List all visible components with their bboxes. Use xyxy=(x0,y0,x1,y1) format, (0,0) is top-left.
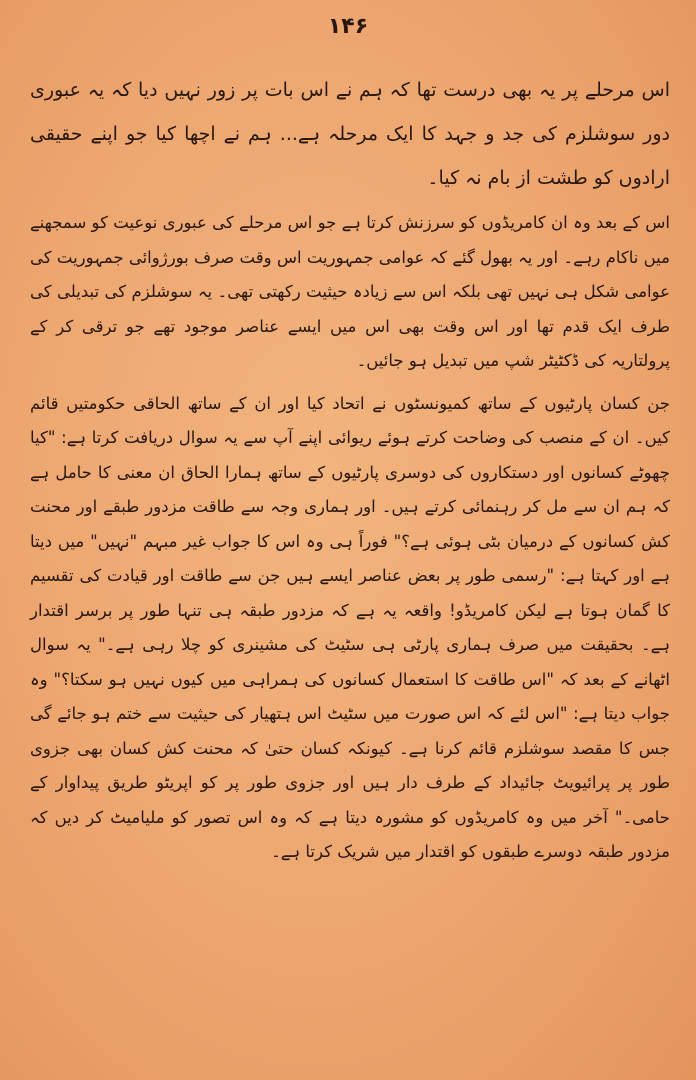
page-body xyxy=(30,68,670,870)
paragraph-quote-ending: اس مرحلے پر یہ بھی درست تھا کہ ہم نے اس بات پر زور نہیں دیا کہ یہ عبوری دور سوشلزم کی جد و جہد کا ایک مرحلہ ہے... ہم نے اچھا کیا جو اپنے حقیقی ارادوں کو طشت از بام نہ کیا۔ xyxy=(30,79,670,189)
paragraph-comrades-rebuke: اس کے بعد وہ ان کامریڈوں کو سرزنش کرتا ہے جو اس مرحلے کی عبوری نوعیت کو سمجھنے میں ناکام رہے۔ اور یہ بھول گئے کہ عوامی جمہوریت اس وقت صرف بورژوائی جمہوریت کی عوامی شکل ہی نہیں تھی بلکہ اس سے زیادہ حیثیت رکھتی تھی۔ یہ سوشلزم کی تبدیلی کی طرف ایک قدم تھا اور اس وقت بھی اس میں ایسے عناصر موجود تھے جو ترقی کر کے پرولتاریہ کی ڈکٹیٹر شپ میں تبدیل ہو جائیں۔ xyxy=(30,213,670,370)
paragraph-peasant-parties: جن کسان پارٹیوں کے ساتھ کمیونسٹوں نے اتحاد کیا اور ان کے ساتھ الحاقی حکومتیں قائم کیں۔ ان کے منصب کی وضاحت کرتے ہوئے ریوائی اپنے آپ سے یہ سوال دریافت کرتا ہے: "کیا چھوٹے کسانوں اور دستکاروں کی دوسری پارٹیوں کے ساتھ ہمارا الحاق ان معنی کا حامل ہے کہ ہم ان سے مل کر رہنمائی کرتے ہیں۔ اور ہماری وجہ سے طاقت مزدور طبقے اور محنت کش کسانوں کے درمیان بٹی ہوئی ہے؟" فوراً ہی وہ اس کا جواب غیر مبہم "نہیں" میں دیتا ہے اور کہتا ہے: "رسمی طور پر بعض عناصر ایسے ہیں جن سے طاقت اور قیادت کی تقسیم کا گمان ہوتا ہے لیکن کامریڈو! واقعہ یہ ہے کہ مزدور طبقہ ہی تنہا طور پر برسر اقتدار ہے۔ بحقیقت میں صرف ہماری پارٹی ہی سٹیٹ کی مشینری کو چلا رہی ہے۔" یہ سوال اٹھانے کے بعد کہ "اس طاقت کا استعمال کسانوں کی ہمراہی میں کیوں نہیں ہو سکتا؟" وہ جواب دیتا ہے: "اس لئے کہ اس صورت میں سٹیٹ اس ہتھیار کی حیثیت سے ختم ہو جائے گی جس کا مقصد سوشلزم قائم کرنا ہے۔ کیونکہ کسان حتیٰ کہ محنت کش کسان بھی جزوی طور پر پرائیویٹ جائیداد کے طرف دار ہیں اور جزوی طور پر کو اپریٹو طریق پیداوار کے حامی۔" آخر میں وہ کامریڈوں کو مشورہ دیتا ہے کہ وہ اس تصور کو ملیامیٹ کر دیں کہ مزدور طبقہ دوسرے طبقوں کو اقتدار میں شریک کرتا ہے۔ xyxy=(30,393,670,861)
page-number: ۱۴۶ xyxy=(327,14,369,39)
